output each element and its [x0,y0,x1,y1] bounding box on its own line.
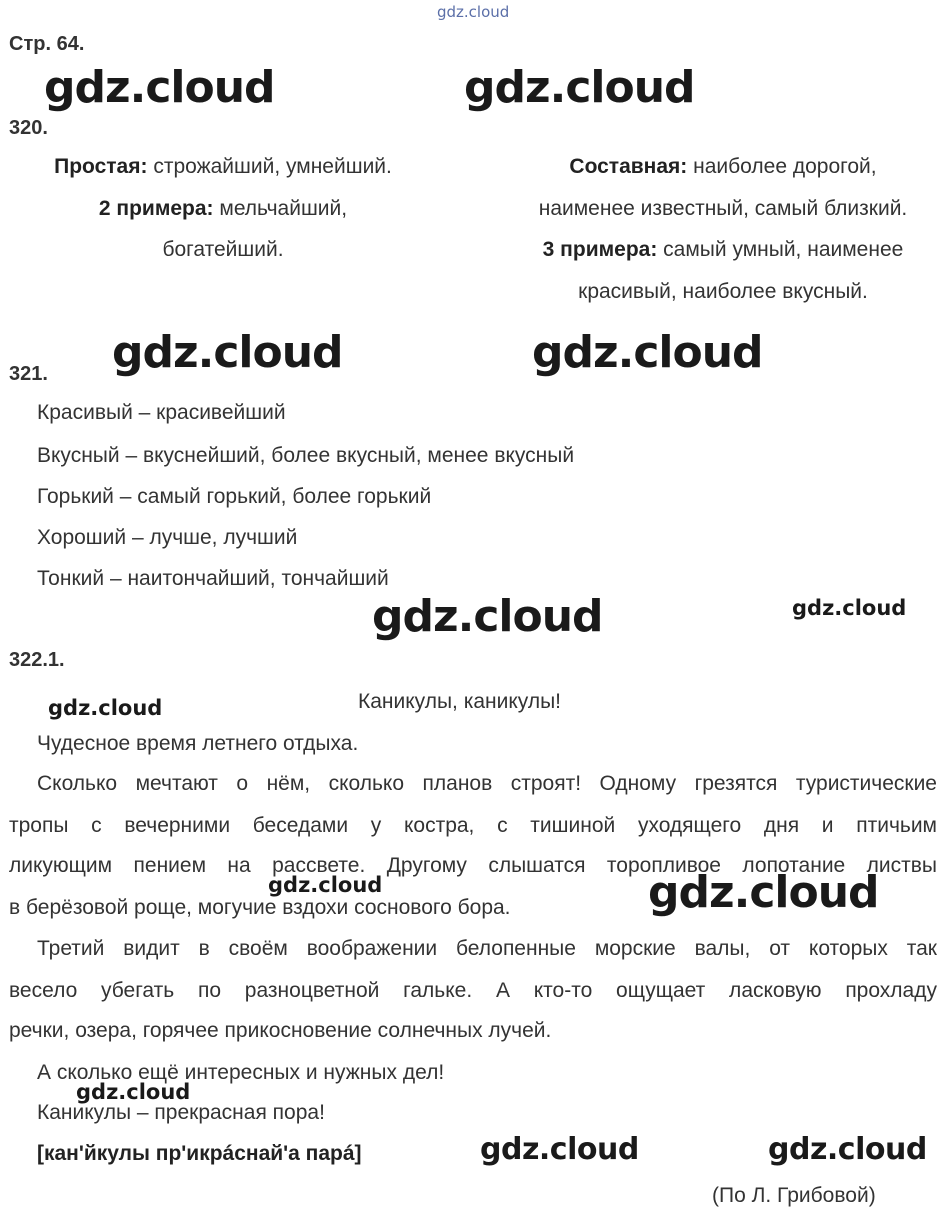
exercise-321-number: 321. [9,363,48,385]
ex320-simple-examples-text: мельчайший, [213,197,348,220]
ex321-line: Хороший – лучше, лучший [37,526,298,549]
watermark-top: gdz.cloud [437,3,510,21]
ex322-line: Чудесное время летнего отдыха. [37,732,359,755]
ex322-author: (По Л. Грибовой) [712,1184,876,1207]
transcription-text: [кан'йкулы пр'икрáснай'а парá] [37,1142,362,1165]
ex322-line: речки, озера, горячее прикосновение солнечных лучей. [9,1019,552,1042]
ex320-simple-examples [9,196,437,222]
ex321-line: Вкусный – вкуснейший, более вкусный, менее вкусный [37,444,575,467]
watermark: gdz.cloud [48,696,163,720]
ex322-line: ликующим пением на рассвете. Другому слышатся торопливое лопотание листвы [9,854,937,877]
watermark: gdz.cloud [464,62,695,113]
ex322-line: Третий видит в своём воображении белопенные морские валы, от которых так [37,937,937,960]
ex320-compound-examples [503,237,943,263]
ex322-line: в берёзовой роще, могучие вздохи соснового бора. [9,896,511,919]
ex322-title: Каникулы, каникулы! [358,690,562,713]
ex321-line: Горький – самый горький, более горький [37,485,432,508]
exercise-322-number: 322.1. [9,649,65,671]
watermark: gdz.cloud [112,327,343,378]
ex320-compound-examples-2: красивый, наиболее вкусный. [578,280,868,303]
ex320-simple-label: Простая: [54,155,148,178]
ex321-line: Тонкий – наитончайший, тончайший [37,567,389,590]
watermark: gdz.cloud [792,596,907,620]
watermark: gdz.cloud [268,873,383,897]
watermark: gdz.cloud [44,62,275,113]
ex320-compound [503,154,943,180]
watermark: gdz.cloud [76,1080,191,1104]
ex320-compound-text: наиболее дорогой, [687,155,877,178]
ex320-compound-label: Составная: [569,155,688,178]
ex321-line: Красивый – красивейший [37,401,286,424]
ex322-line: тропы с вечерними беседами у костра, с тишиной уходящего дня и птичьим [9,814,937,837]
watermark: gdz.cloud [648,867,879,918]
ex322-line: А сколько ещё интересных и нужных дел! [37,1061,445,1084]
ex320-simple-examples-label: 2 примера: [98,197,214,220]
ex320-compound-examples-text: самый умный, наименее [657,238,904,261]
ex320-simple-examples-2: богатейший. [162,238,284,261]
exercise-320-number: 320. [9,117,48,139]
watermark: gdz.cloud [372,591,603,642]
ex320-compound-examples-label: 3 примера: [542,238,658,261]
ex322-line: Каникулы – прекрасная пора! [37,1101,325,1124]
ex322-transcription [37,1141,362,1167]
ex322-line: весело убегать по разноцветной гальке. А кто-то ощущает ласковую прохладу [9,979,937,1002]
watermark: gdz.cloud [480,1132,639,1167]
watermark: gdz.cloud [532,327,763,378]
ex320-simple [9,154,437,180]
page-number: Стр. 64. [9,33,85,55]
ex322-line: Сколько мечтают о нём, сколько планов строят! Одному грезятся туристические [37,772,937,795]
watermark: gdz.cloud [768,1132,927,1167]
ex320-simple-text: строжайший, умнейший. [147,155,392,178]
ex320-compound-2: наименее известный, самый близкий. [538,197,908,220]
